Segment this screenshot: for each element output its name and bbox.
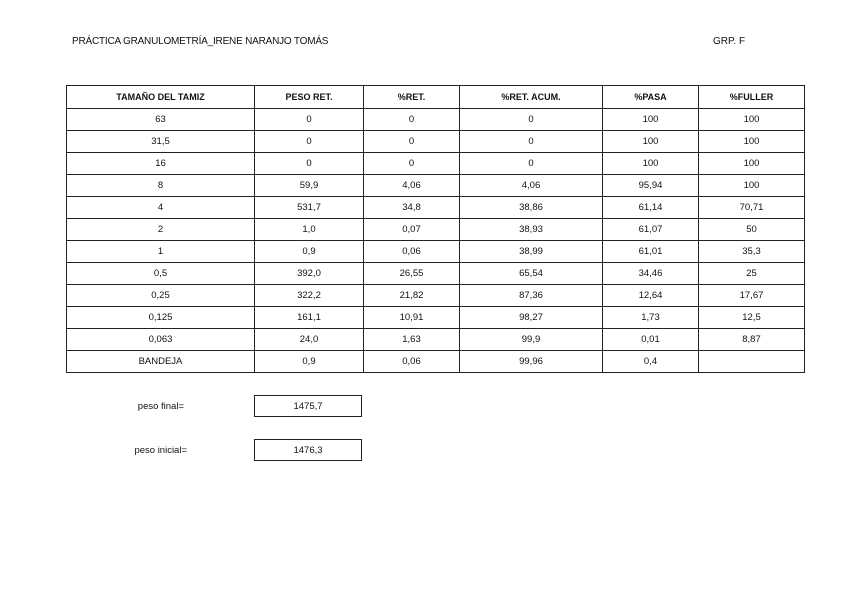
- table-cell: 100: [699, 109, 805, 131]
- table-cell: 87,36: [460, 285, 603, 307]
- table-cell: 1: [67, 241, 255, 263]
- table-cell: 4,06: [364, 175, 460, 197]
- table-cell: 59,9: [255, 175, 364, 197]
- table-row: [67, 197, 805, 219]
- table-cell: 100: [603, 109, 699, 131]
- table-cell: 16: [67, 153, 255, 175]
- table-cell: 38,93: [460, 219, 603, 241]
- table-row: [67, 109, 805, 131]
- table-cell: 0,25: [67, 285, 255, 307]
- table-cell: 0,9: [255, 241, 364, 263]
- initial-weight-label: peso inicial=: [134, 445, 187, 456]
- table-cell: 100: [603, 131, 699, 153]
- table-cell: 0,06: [364, 241, 460, 263]
- table-cell: 100: [699, 153, 805, 175]
- table-cell: 531,7: [255, 197, 364, 219]
- table-cell: 98,27: [460, 307, 603, 329]
- table-cell: 0: [460, 153, 603, 175]
- table-cell: 34,46: [603, 263, 699, 285]
- table-cell: 0,5: [67, 263, 255, 285]
- table-row: [67, 175, 805, 197]
- table-body: [67, 109, 805, 373]
- table-cell: 12,5: [699, 307, 805, 329]
- table-cell: 0,07: [364, 219, 460, 241]
- table-header-row: [67, 86, 805, 109]
- table-cell: 8,87: [699, 329, 805, 351]
- table-cell: 99,96: [460, 351, 603, 373]
- table-cell: 38,86: [460, 197, 603, 219]
- table-row: [67, 153, 805, 175]
- table-cell: 95,94: [603, 175, 699, 197]
- table-cell: 25: [699, 263, 805, 285]
- table-cell: 392,0: [255, 263, 364, 285]
- column-header: %PASA: [603, 86, 699, 109]
- table-cell: 0: [364, 109, 460, 131]
- table-cell: 63: [67, 109, 255, 131]
- table-cell: 26,55: [364, 263, 460, 285]
- table-cell: [699, 351, 805, 373]
- table-cell: 50: [699, 219, 805, 241]
- table-cell: 1,73: [603, 307, 699, 329]
- table-cell: 1,0: [255, 219, 364, 241]
- document-title: PRÁCTICA GRANULOMETRÍA_IRENE NARANJO TOMÁS: [72, 36, 329, 47]
- table-row: [67, 351, 805, 373]
- table-cell: 0: [460, 131, 603, 153]
- table-row: [67, 329, 805, 351]
- table-cell: 0: [255, 153, 364, 175]
- table-cell: 0,9: [255, 351, 364, 373]
- table-cell: 24,0: [255, 329, 364, 351]
- column-header: %RET. ACUM.: [460, 86, 603, 109]
- table-cell: 65,54: [460, 263, 603, 285]
- table-cell: 0: [364, 131, 460, 153]
- table-row: [67, 307, 805, 329]
- table-cell: 322,2: [255, 285, 364, 307]
- column-header: TAMAÑO DEL TAMIZ: [67, 86, 255, 109]
- table-cell: 17,67: [699, 285, 805, 307]
- table-cell: 161,1: [255, 307, 364, 329]
- table-cell: 100: [603, 153, 699, 175]
- table-cell: 0: [364, 153, 460, 175]
- granulometry-table: [66, 85, 805, 373]
- table-cell: BANDEJA: [67, 351, 255, 373]
- table-cell: 34,8: [364, 197, 460, 219]
- table-cell: 38,99: [460, 241, 603, 263]
- initial-weight-value: 1476,3: [254, 439, 362, 461]
- table-cell: 0,063: [67, 329, 255, 351]
- table-cell: 100: [699, 131, 805, 153]
- column-header: %FULLER: [699, 86, 805, 109]
- table-cell: 12,64: [603, 285, 699, 307]
- table-cell: 1,63: [364, 329, 460, 351]
- final-weight-label: peso final=: [137, 401, 184, 412]
- column-header: %RET.: [364, 86, 460, 109]
- table-cell: 61,01: [603, 241, 699, 263]
- table-cell: 70,71: [699, 197, 805, 219]
- table-cell: 4,06: [460, 175, 603, 197]
- table-cell: 4: [67, 197, 255, 219]
- final-weight-value: 1475,7: [254, 395, 362, 417]
- table-cell: 8: [67, 175, 255, 197]
- table-cell: 0,125: [67, 307, 255, 329]
- table-cell: 0,01: [603, 329, 699, 351]
- table-cell: 2: [67, 219, 255, 241]
- table-cell: 31,5: [67, 131, 255, 153]
- table-row: [67, 219, 805, 241]
- table-cell: 61,14: [603, 197, 699, 219]
- group-label: GRP. F: [713, 36, 746, 47]
- table-cell: 0: [460, 109, 603, 131]
- table-cell: 0: [255, 109, 364, 131]
- table-row: [67, 241, 805, 263]
- table-cell: 99,9: [460, 329, 603, 351]
- table-row: [67, 131, 805, 153]
- table-cell: 21,82: [364, 285, 460, 307]
- table-cell: 100: [699, 175, 805, 197]
- table-cell: 0,4: [603, 351, 699, 373]
- table-cell: 10,91: [364, 307, 460, 329]
- table-row: [67, 285, 805, 307]
- table-cell: 61,07: [603, 219, 699, 241]
- column-header: PESO RET.: [255, 86, 364, 109]
- table-row: [67, 263, 805, 285]
- table-cell: 0: [255, 131, 364, 153]
- table-cell: 0,06: [364, 351, 460, 373]
- table-cell: 35,3: [699, 241, 805, 263]
